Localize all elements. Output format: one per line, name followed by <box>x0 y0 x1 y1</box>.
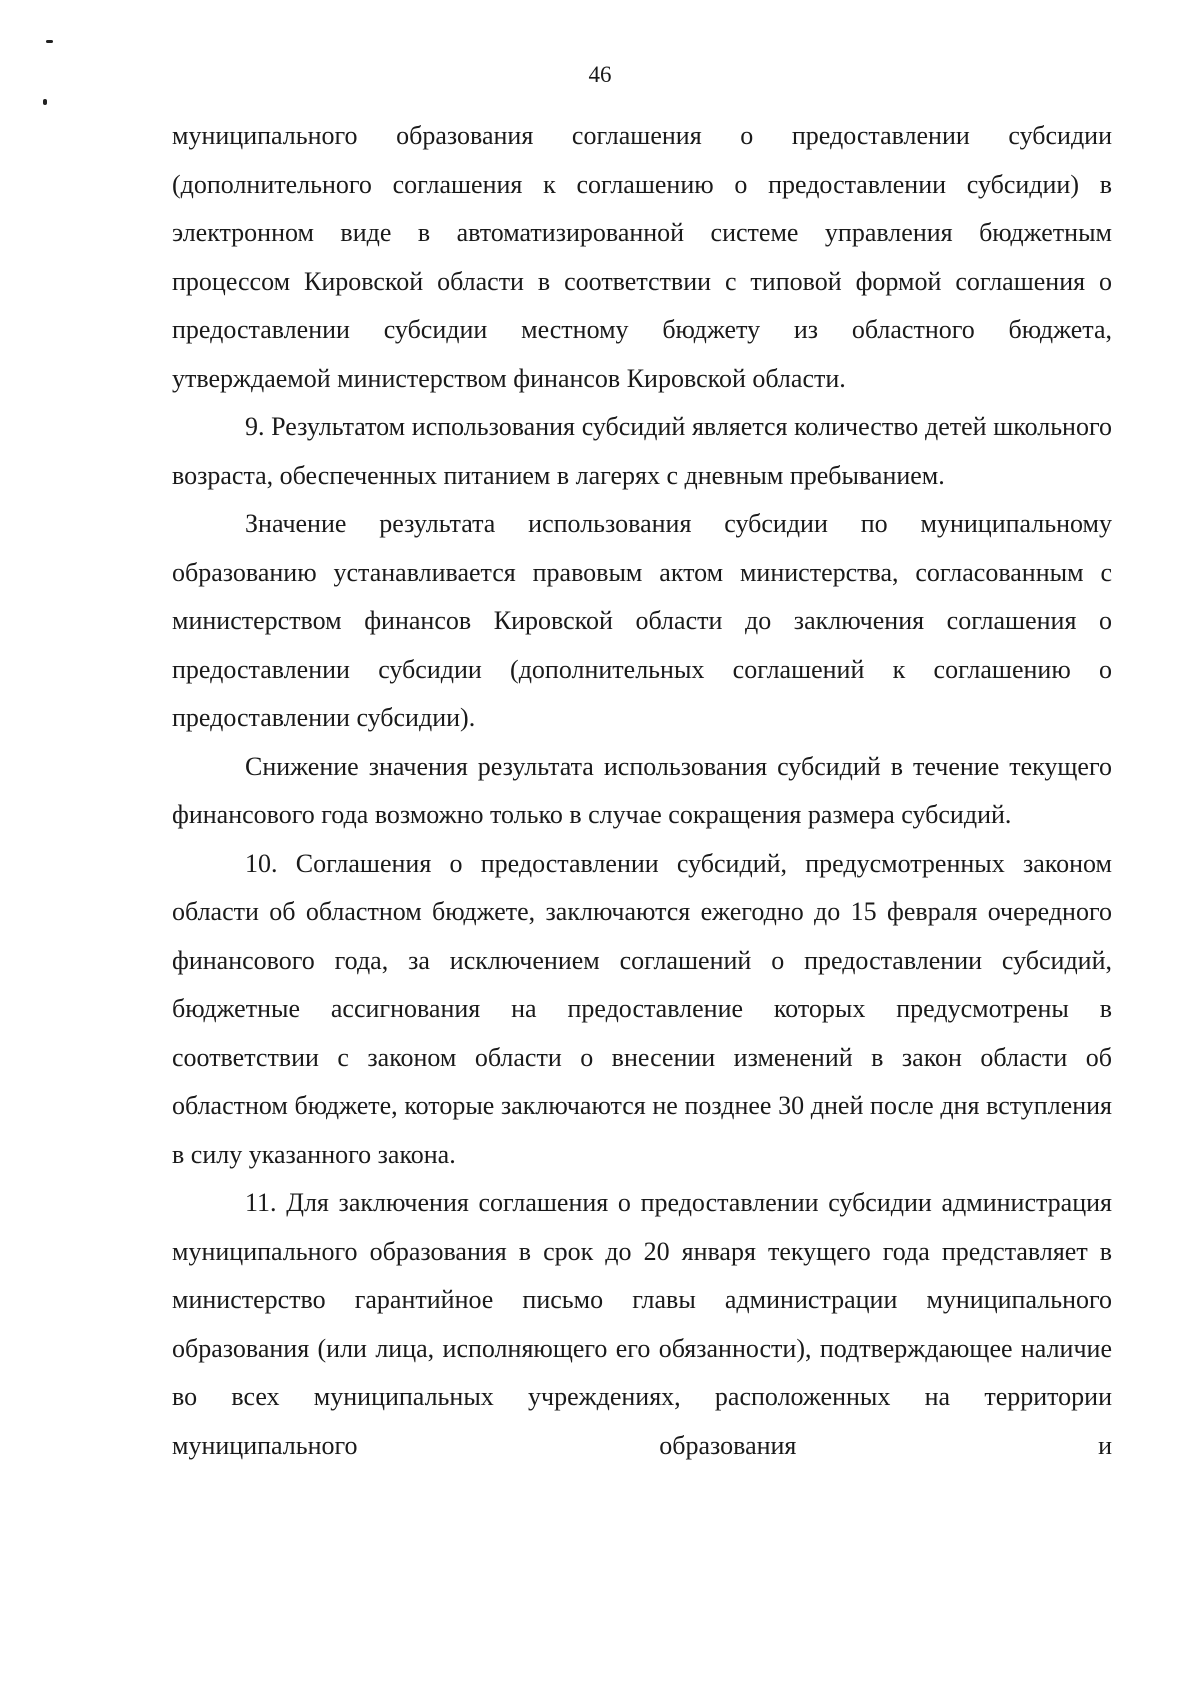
document-body <box>172 112 1112 1470</box>
paragraph-continuation: муниципального образования соглашения о предоставлении субсидии (дополнительного соглашения к соглашению о предоставлении субсидии) в электронном виде в автоматизированной системе управления бюджетным процессом Кировской области в соответствии с типовой формой соглашения о предоставлении субсидии местному бюджету из областного бюджета, утверждаемой министерством финансов Кировской области. <box>172 121 1112 393</box>
paragraph-item-11: 11. Для заключения соглашения о предоставлении субсидии администрация муниципального образования в срок до 20 января текущего года представляет в министерство гарантийное письмо главы администрации муниципального образования (или лица, исполняющего его обязанности), подтверждающее наличие во всех муниципальных учреждениях, расположенных на территории муниципального образования и <box>172 1188 1112 1460</box>
paragraph-result-reduction: Снижение значения результата использования субсидий в течение текущего финансового года возможно только в случае сокращения размера субсидий. <box>172 751 1112 829</box>
paragraph-item-10: 10. Соглашения о предоставлении субсидий, предусмотренных законом области об областном бюджете, заключаются ежегодно до 15 февраля очередного финансового года, за исключением соглашений о предоставлении субсидий, бюджетные ассигнования на предоставление которых предусмотрены в соответствии с законом области о внесении изменений в закон области об областном бюджете, которые заключаются не позднее 30 дней после дня вступления в силу указанного закона. <box>172 848 1112 1169</box>
paragraph-result-value: Значение результата использования субсидии по муниципальному образованию устанавливается правовым актом министерства, согласованным с министерством финансов Кировской области до заключения соглашения о предоставлении субсидии (дополнительных соглашений к соглашению о предоставлении субсидии). <box>172 509 1112 732</box>
scan-mark-top <box>46 40 53 43</box>
paragraph-item-9: 9. Результатом использования субсидий является количество детей школьного возраста, обеспеченных питанием в лагерях с дневным пребыванием. <box>172 412 1112 490</box>
page-number: 46 <box>588 62 612 87</box>
scan-mark-dot <box>43 99 47 105</box>
